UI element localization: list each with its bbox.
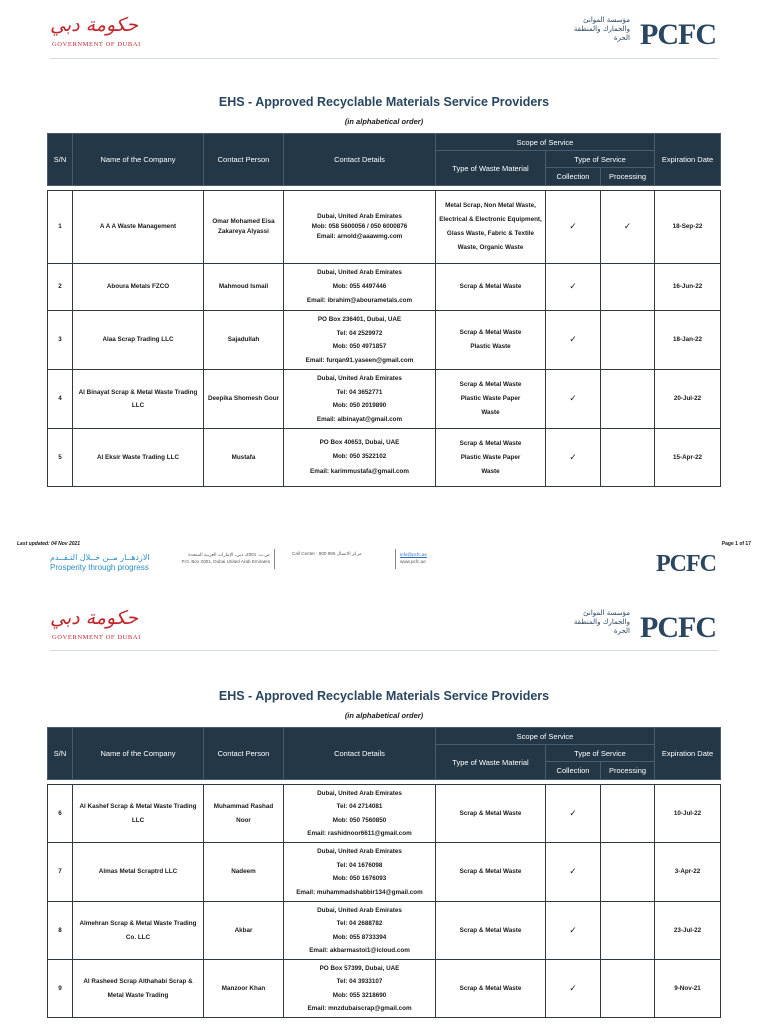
document-subtitle: (in alphabetical order) — [344, 117, 424, 126]
header-processing: Processing — [601, 168, 655, 186]
table-cell: Scrap & Metal Waste Plastic Waste Paper Waste — [436, 370, 546, 429]
table-cell: Deepika Shomesh Gour — [204, 370, 284, 429]
header-collection: Collection — [546, 762, 601, 780]
table-cell: A A A Waste Management — [73, 191, 204, 264]
table-cell: PO Box 57399, Dubai, UAE Tel: 04 3933107 Mob: 055 3218690 Email: mnzdubaiscrap@gmail.com — [284, 960, 436, 1018]
header-expiration: Expiration Date — [655, 134, 721, 186]
pcfc-logo-block — [556, 609, 716, 643]
page-number: Page 1 of 17 — [721, 541, 751, 547]
table-cell — [601, 843, 655, 902]
table-cell: 10-Jul-22 — [655, 785, 721, 843]
table-cell: Al Binayat Scrap & Metal Waste Trading LLC — [73, 370, 204, 429]
gov-logo-arabic: حكومة دبي — [50, 607, 139, 629]
table-row — [48, 370, 721, 429]
pcfc-logo: PCFC — [640, 611, 716, 644]
table-cell: Scrap & Metal Waste — [436, 960, 546, 1018]
table-cell: Dubai, United Arab Emirates Mob: 058 5600056 / 050 6000876 Email: arnold@aaawmg.com — [284, 191, 436, 264]
header-waste-material: Type of Waste Material — [436, 151, 546, 186]
check-icon: ✓ — [569, 334, 577, 344]
header-contact-person: Contact Person — [204, 728, 284, 780]
table-cell: 2 — [48, 264, 73, 311]
table-cell: Sajadullah — [204, 311, 284, 370]
header-rule — [50, 650, 718, 651]
pcfc-arabic-name: مؤسسة الموانئ والجمارك والمنطقة الحرة — [573, 609, 630, 635]
table-cell — [601, 191, 655, 264]
gov-logo-english: GOVERNMENT OF DUBAI — [52, 41, 141, 48]
pcfc-logo-block — [556, 16, 716, 50]
table-cell: 4 — [48, 370, 73, 429]
gov-logo-english: GOVERNMENT OF DUBAI — [52, 634, 141, 641]
table-row — [48, 311, 721, 370]
table-cell: Dubai, United Arab Emirates Tel: 04 2714081 Mob: 050 7560850 Email: rashidnoor6611@gmail.com — [284, 785, 436, 843]
table-cell: Mustafa — [204, 429, 284, 487]
table-cell: Almas Metal Scraptrd LLC — [73, 843, 204, 902]
table-cell — [601, 902, 655, 960]
pcfc-arabic-name: مؤسسة الموانئ والجمارك والمنطقة الحرة — [573, 16, 630, 42]
table-row — [48, 960, 721, 1018]
table-cell: Dubai, United Arab Emirates Tel: 04 3652771 Mob: 050 2019890 Email: albinayat@gmail.com — [284, 370, 436, 429]
table-cell — [546, 191, 601, 264]
header-scope: Scope of Service — [436, 728, 655, 745]
page2-header — [0, 607, 768, 647]
table-cell: Dubai, United Arab Emirates Tel: 04 1676098 Mob: 050 1676093 Email: muhammadshabbir134@gmail.com — [284, 843, 436, 902]
contact-links — [400, 551, 427, 565]
table-cell — [601, 960, 655, 1018]
table-cell: 3 — [48, 311, 73, 370]
providers-table-page2 — [47, 727, 721, 1018]
page1-footer — [0, 541, 768, 581]
table-cell: Dubai, United Arab Emirates Mob: 055 4497446 Email: ibrahim@abourametals.com — [284, 264, 436, 311]
footer-divider — [274, 549, 275, 569]
last-updated: Last updated: 04 Nov 2021 — [17, 541, 81, 547]
call-center: Call Center : 800 996 مركز الاتصال — [292, 551, 362, 556]
check-icon: ✓ — [569, 866, 577, 876]
table-cell — [546, 843, 601, 902]
header-scope: Scope of Service — [436, 134, 655, 151]
table-cell — [546, 264, 601, 311]
header-type-of-service: Type of Service — [546, 745, 655, 762]
header-company: Name of the Company — [73, 134, 204, 186]
document-subtitle: (in alphabetical order) — [344, 711, 424, 720]
table-cell: PO Box 40653, Dubai, UAE Mob: 050 3522102 Email: karimmustafa@gmail.com — [284, 429, 436, 487]
table-cell: Al Rasheed Scrap Althahabi Scrap & Metal Waste Trading — [73, 960, 204, 1018]
slogan: Prosperity through progress — [50, 563, 149, 572]
table-cell: 18-Sep-22 — [655, 191, 721, 264]
table-cell: Scrap & Metal Waste — [436, 785, 546, 843]
pcfc-footer-logo: PCFC — [656, 551, 716, 577]
table-cell: Metal Scrap, Non Metal Waste, Electrical & Electronic Equipment, Glass Waste, Fabric & Textile Waste, Organic Waste — [436, 191, 546, 264]
header-contact-details: Contact Details — [284, 728, 436, 780]
table-cell: 8 — [48, 902, 73, 960]
providers-table-page1 — [47, 133, 721, 487]
table-cell: Mahmoud Ismail — [204, 264, 284, 311]
table-cell: Scrap & Metal Waste Plastic Waste Paper Waste — [436, 429, 546, 487]
table-row — [48, 191, 721, 264]
government-of-dubai-logo — [50, 14, 140, 54]
table-cell: Scrap & Metal Waste — [436, 902, 546, 960]
table-cell: PO Box 236401, Dubai, UAE Tel: 04 2529972 Mob: 050 4971857 Email: furqan91.yaseen@gmail.com — [284, 311, 436, 370]
header-waste-material: Type of Waste Material — [436, 745, 546, 780]
check-icon: ✓ — [569, 393, 577, 403]
table-cell: 18-Jan-22 — [655, 311, 721, 370]
table-cell: 9-Nov-21 — [655, 960, 721, 1018]
table-cell — [601, 311, 655, 370]
table-cell: Alaa Scrap Trading LLC — [73, 311, 204, 370]
check-icon: ✓ — [569, 451, 577, 462]
table-cell — [546, 311, 601, 370]
table-cell: Almehran Scrap & Metal Waste Trading Co. LLC — [73, 902, 204, 960]
header-sn: S/N — [48, 134, 73, 186]
table-cell: 7 — [48, 843, 73, 902]
government-of-dubai-logo — [50, 607, 140, 647]
table-cell: 6 — [48, 785, 73, 843]
table-cell: 16-Jun-22 — [655, 264, 721, 311]
table-cell: Muhammad Rashad Noor — [204, 785, 284, 843]
table-cell: Scrap & Metal Waste — [436, 264, 546, 311]
table-row — [48, 429, 721, 487]
arabic-slogan: الازدهــار مــن خــلال التـقــدم — [50, 553, 150, 562]
table-row — [48, 785, 721, 843]
header-contact-details: Contact Details — [284, 134, 436, 186]
document-title: EHS - Approved Recyclable Materials Service Providers — [218, 689, 550, 703]
table-cell — [601, 370, 655, 429]
table-cell — [546, 902, 601, 960]
table-cell: 9 — [48, 960, 73, 1018]
table-cell — [546, 960, 601, 1018]
table-row — [48, 843, 721, 902]
gov-logo-arabic: حكومة دبي — [50, 14, 139, 36]
header-processing: Processing — [601, 762, 655, 780]
document-title: EHS - Approved Recyclable Materials Service Providers — [218, 95, 550, 109]
table-row — [48, 264, 721, 311]
postal-address: ص.ب. 2001، دبي، الإمارات العربية المتحدة P.O. Box 2001, Dubai United Arab Emirates — [181, 552, 270, 564]
table-cell: Akbar — [204, 902, 284, 960]
check-icon: ✓ — [569, 221, 577, 231]
table-cell — [601, 264, 655, 311]
header-type-of-service: Type of Service — [546, 151, 655, 168]
check-icon: ✓ — [569, 924, 577, 935]
header-rule — [50, 58, 718, 59]
table-cell — [601, 429, 655, 487]
table-cell: 1 — [48, 191, 73, 264]
table-cell: Scrap & Metal Waste Plastic Waste — [436, 311, 546, 370]
header-collection: Collection — [546, 168, 601, 186]
table-cell: 23-Jul-22 — [655, 902, 721, 960]
table-cell: Scrap & Metal Waste — [436, 843, 546, 902]
table-cell: Dubai, United Arab Emirates Tel: 04 2688782 Mob: 055 8733394 Email: akbarmastoi1@icloud.com — [284, 902, 436, 960]
table-cell: Nadeem — [204, 843, 284, 902]
table-cell — [546, 370, 601, 429]
table-cell: Omar Mohamed Eisa Zakareya Alyassi — [204, 191, 284, 264]
check-icon: ✓ — [569, 807, 577, 818]
header-expiration: Expiration Date — [655, 728, 721, 780]
table-cell: Al Kashef Scrap & Metal Waste Trading LLC — [73, 785, 204, 843]
footer-divider — [395, 549, 396, 569]
header-company: Name of the Company — [73, 728, 204, 780]
pcfc-logo: PCFC — [640, 18, 716, 51]
website-link[interactable]: www.pcfc.ae — [400, 559, 426, 564]
check-icon: ✓ — [569, 281, 577, 291]
page1-header — [0, 14, 768, 54]
table-cell — [546, 785, 601, 843]
table-cell — [601, 785, 655, 843]
table-cell: Aboura Metals FZCO — [73, 264, 204, 311]
table-cell — [546, 429, 601, 487]
table-cell: 15-Apr-22 — [655, 429, 721, 487]
check-icon: ✓ — [569, 982, 577, 993]
table-cell: 5 — [48, 429, 73, 487]
table-cell: Manzoor Khan — [204, 960, 284, 1018]
header-contact-person: Contact Person — [204, 134, 284, 186]
check-icon: ✓ — [623, 221, 632, 231]
header-sn: S/N — [48, 728, 73, 780]
table-cell: 20-Jul-22 — [655, 370, 721, 429]
email-link[interactable]: info@pcfc.ae — [400, 552, 427, 557]
table-cell: 3-Apr-22 — [655, 843, 721, 902]
table-cell: Al Eksir Waste Trading LLC — [73, 429, 204, 487]
table-row — [48, 902, 721, 960]
